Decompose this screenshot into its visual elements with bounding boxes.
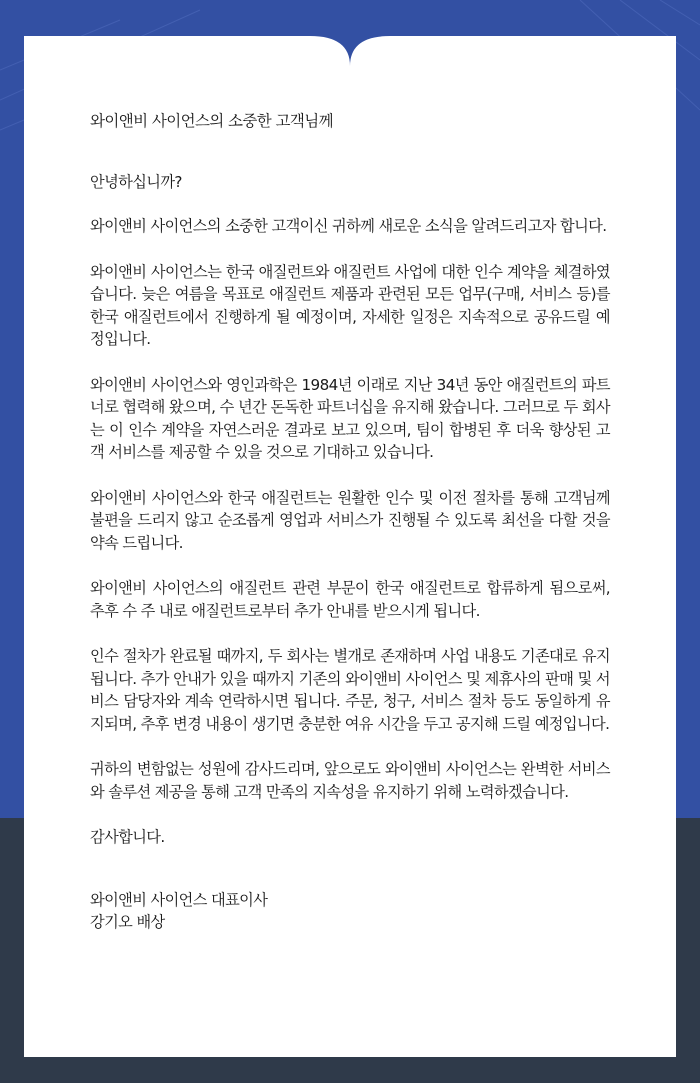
letter-paper	[24, 36, 676, 1057]
signature-organization: 와이앤비 사이언스 대표이사	[90, 890, 268, 909]
letter-paragraph-4: 와이앤비 사이언스와 한국 애질런트는 원활한 인수 및 이전 절차를 통해 고객님께 불편을 드리지 않고 순조롭게 영업과 서비스가 진행될 수 있도록 최선을 다할 것을 약속 드립니다.	[90, 488, 610, 552]
letter-greeting: 안녕하십니까?	[90, 172, 182, 191]
letter-paragraph-3: 와이앤비 사이언스와 영인과학은 1984년 이래로 지난 34년 동안 애질런트의 파트너로 협력해 왔으며, 수 년간 돈독한 파트너십을 유지해 왔습니다. 그러므로 두 회사는 이 인수 계약을 자연스러운 결과로 보고 있으며, 팀이 합병된 후 더욱 향상된 고객 서비스를 제공할 수 있을 것으로 기대하고 있습니다.	[90, 375, 610, 461]
paper-top-notch	[24, 36, 676, 66]
letter-body	[90, 110, 610, 933]
letter-paragraph-1: 와이앤비 사이언스의 소중한 고객이신 귀하께 새로운 소식을 알려드리고자 합니다.	[90, 217, 607, 235]
letter-title: 와이앤비 사이언스의 소중한 고객님께	[90, 112, 333, 130]
signature-name: 강기오 배상	[90, 912, 165, 931]
letter-paragraph-6: 인수 절차가 완료될 때까지, 두 회사는 별개로 존재하며 사업 내용도 기존대로 유지됩니다. 추가 안내가 있을 때까지 기존의 와이앤비 사이언스 및 제휴사의 판매 및 서비스 담당자와 계속 연락하시면 됩니다. 주문, 청구, 서비스 절차 등도 동일하게 유지되며, 추후 변경 내용이 생기면 충분한 여유 시간을 두고 공지해 드릴 예정입니다.	[90, 647, 610, 733]
letter-closing: 감사합니다.	[90, 828, 165, 846]
letter-paragraph-7: 귀하의 변함없는 성원에 감사드리며, 앞으로도 와이앤비 사이언스는 완벽한 서비스와 솔루션 제공을 통해 고객 만족의 지속성을 유지하기 위해 노력하겠습니다.	[90, 760, 610, 801]
letter-paragraph-2: 와이앤비 사이언스는 한국 애질런트와 애질런트 사업에 대한 인수 계약을 체결하였습니다. 늦은 여름을 목표로 애질런트 제품과 관련된 모든 업무(구매, 서비스 등)를 한국 애질런트에서 진행하게 될 예정이며, 자세한 일정은 지속적으로 공유드릴 예정입니다.	[90, 262, 610, 348]
letter-paragraph-5: 와이앤비 사이언스의 애질런트 관련 부문이 한국 애질런트로 합류하게 됨으로써, 추후 수 주 내로 애질런트로부터 추가 안내를 받으시게 됩니다.	[90, 579, 610, 620]
